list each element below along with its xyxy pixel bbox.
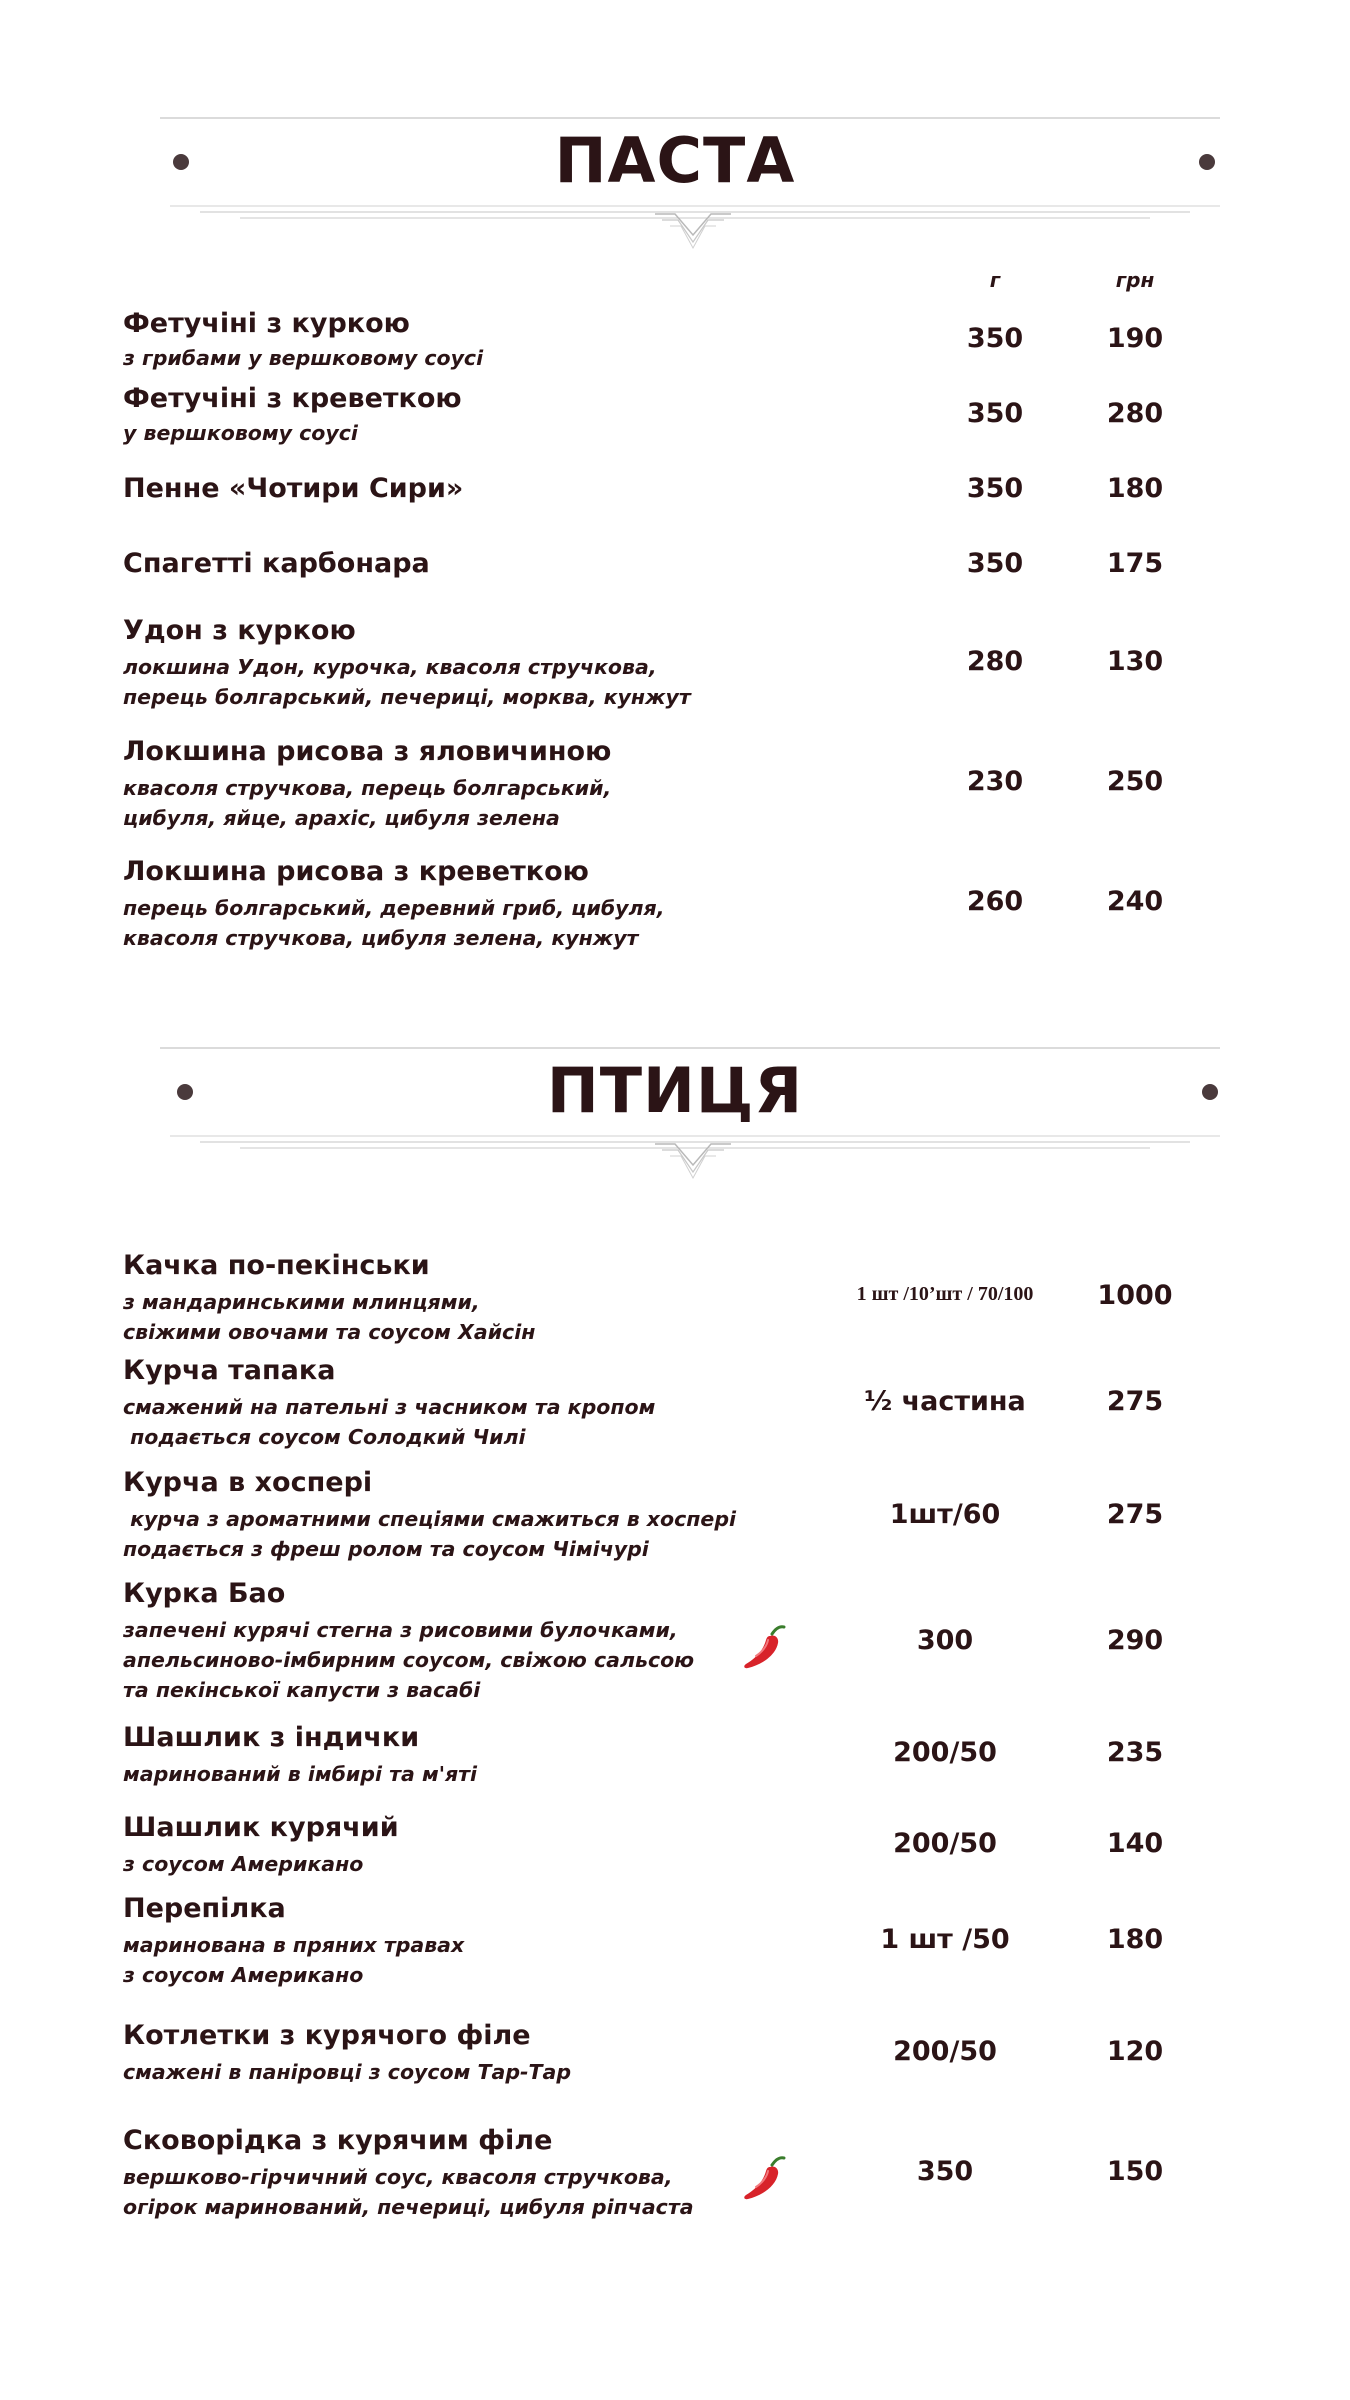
item-name: Шашлик з індички [123,1722,420,1753]
item-price: 120 [1106,2036,1164,2067]
pasta-section-header [0,110,1350,260]
item-weight: 350 [966,398,1024,429]
item-price: 175 [1106,548,1164,579]
item-description: локшина Удон, курочка, квасоля стручкова, перець болгарський, печериці, морква, кунжут [123,655,691,709]
item-name: Сковорідка з курячим філе [123,2125,553,2156]
item-weight: 350 [916,2156,974,2187]
item-price: 180 [1106,1924,1164,1955]
item-weight: 230 [966,766,1024,797]
item-description: маринований в імбирі та м'яті [123,1762,478,1786]
item-description: у вершковому соусі [123,421,358,445]
poultry-section-header [0,1040,1350,1190]
item-price: 290 [1106,1625,1164,1656]
item-name: Курча тапака [123,1355,336,1386]
item-description: смажений на пательні з часником та кропом подається соусом Солодкий Чилі [123,1395,656,1449]
item-price: 1000 [1097,1280,1173,1311]
item-price: 140 [1106,1828,1164,1859]
item-price: 275 [1106,1386,1164,1417]
item-name: Пенне «Чотири Сири» [123,473,464,504]
item-description: перець болгарський, деревний гриб, цибуля, квасоля стручкова, цибуля зелена, кунжут [123,896,665,950]
item-weight: 1 шт /50 [880,1924,1010,1955]
item-weight: 200/50 [893,2036,997,2067]
item-name: Фетучіні з креветкою [123,383,462,414]
item-description: з мандаринськими млинцями, свіжими овочами та соусом Хайсін [123,1290,536,1344]
item-description: маринована в пряних травах з соусом Американо [123,1933,465,1987]
item-name: Локшина рисова з яловичиною [123,736,612,767]
item-name: Качка по-пекінськи [123,1250,430,1281]
item-price: 275 [1106,1499,1164,1530]
item-price: 190 [1106,323,1164,354]
price-column-header: грн [1115,268,1155,292]
item-name: Удон з куркою [123,615,356,646]
item-weight: 350 [966,323,1024,354]
item-description: з грибами у вершковому соусі [123,346,484,370]
item-price: 280 [1106,398,1164,429]
item-description: курча з ароматними спеціями смажиться в хоспері подається з фреш ролом та соусом Чімічурі [123,1507,737,1561]
item-name: Фетучіні з куркою [123,308,410,339]
item-weight: 350 [966,473,1024,504]
chili-pepper-icon [742,2155,788,2205]
item-weight: ½ частина [864,1386,1026,1417]
weight-column-header: г [989,268,1001,292]
item-price: 240 [1106,886,1164,917]
item-name: Котлетки з курячого філе [123,2020,531,2051]
item-weight: 300 [916,1625,974,1656]
item-name: Курка Бао [123,1578,286,1609]
item-name: Спагетті карбонара [123,548,430,579]
item-price: 235 [1106,1737,1164,1768]
item-price: 130 [1106,646,1164,677]
item-description: запечені курячі стегна з рисовими булочками, апельсиново-імбирним соусом, свіжою сальсою та пекінської капусти з васабі [123,1618,695,1702]
item-description: смажені в паніровці з соусом Тар-Тар [123,2060,572,2084]
item-name: Шашлик курячий [123,1812,399,1843]
section-title: ПТИЦЯ [546,1054,804,1127]
item-weight: 350 [966,548,1024,579]
item-price: 180 [1106,473,1164,504]
item-description: квасоля стручкова, перець болгарський, цибуля, яйце, арахіс, цибуля зелена [123,776,612,830]
item-price: 250 [1106,766,1164,797]
item-price: 150 [1106,2156,1164,2187]
item-name: Локшина рисова з креветкою [123,856,589,887]
item-weight: 200/50 [893,1828,997,1859]
item-description: вершково-гірчичний соус, квасоля стручкова, огірок маринований, печериці, цибуля ріпчаста [123,2165,694,2219]
item-weight: 200/50 [893,1737,997,1768]
item-weight: 1 шт /10’шт / 70/100 [856,1283,1034,1305]
item-name: Курча в хоспері [123,1467,373,1498]
item-weight: 280 [966,646,1024,677]
item-weight: 260 [966,886,1024,917]
section-title: ПАСТА [554,124,796,197]
chili-pepper-icon [742,1624,788,1674]
item-description: з соусом Американо [123,1852,364,1876]
item-weight: 1шт/60 [889,1499,1001,1530]
item-name: Перепілка [123,1893,286,1924]
